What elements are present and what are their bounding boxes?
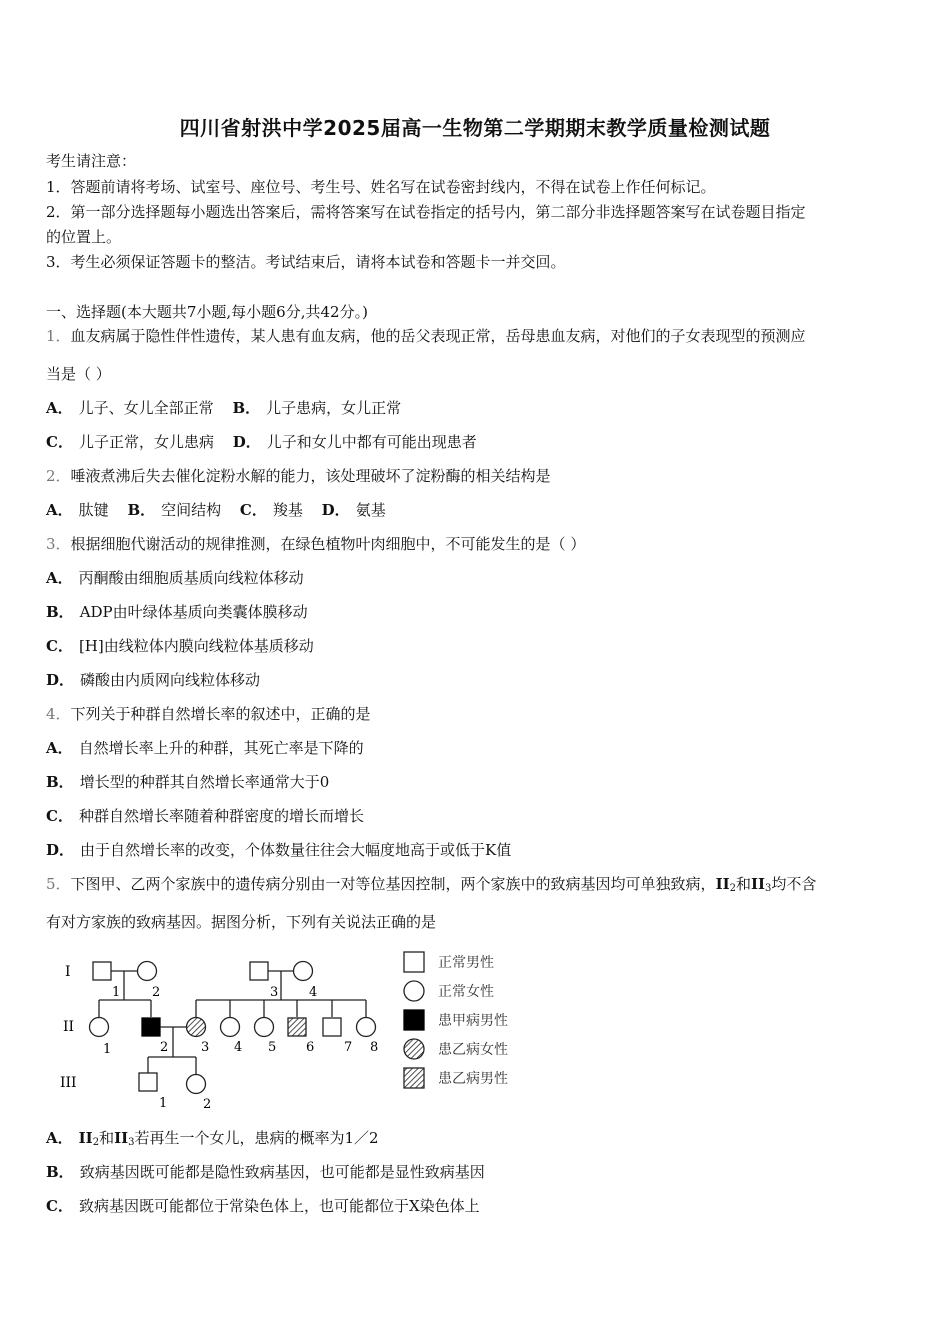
option-text: 增长型的种群其自然增长率通常大于0: [79, 773, 330, 791]
option-letter: B．: [46, 603, 74, 621]
option-letter: A．: [46, 399, 73, 417]
question-number: 5．: [46, 875, 71, 893]
option-letter: D．: [46, 671, 75, 689]
I-1-number: 1: [112, 985, 121, 1000]
II-5-normal-female: [255, 1018, 274, 1037]
pedigree-figure: [55, 950, 545, 1110]
notice-item-1: 1．答题前请将考场、试室号、座位号、考生号、姓名写在试卷密封线内，不得在试卷上作任何标记。: [46, 178, 716, 196]
q5-option-b: [46, 1162, 485, 1182]
legend-disease-B-female-symbol: [404, 1039, 424, 1059]
II-5-number: 5: [268, 1040, 277, 1055]
question-text: 唾液煮沸后失去催化淀粉水解的能力，该处理破坏了淀粉酶的相关结构是: [70, 467, 551, 485]
q4-option-b: [46, 772, 329, 792]
question-4: [46, 704, 371, 724]
legend-normal-female-symbol: [404, 981, 424, 1001]
III-1-normal-male: [139, 1073, 157, 1091]
option-text: 自然增长率上升的种群，其死亡率是下降的: [78, 739, 364, 757]
symbol-II: II: [715, 875, 730, 893]
subscript: 2: [92, 1137, 100, 1148]
II-3-affected-female-disease-B: [187, 1018, 206, 1037]
question-text: 下列关于种群自然增长率的叙述中，正确的是: [70, 705, 371, 723]
notice-item-2: 2．第一部分选择题每小题选出答案后，需将答案写在试卷指定的括号内，第二部分非选择题答案写在试卷题目指定: [46, 203, 806, 221]
option-text: [H]由线粒体内膜向线粒体基质移动: [78, 637, 314, 655]
option-letter: C．: [46, 433, 73, 451]
legend-disease-B-male-symbol: [404, 1068, 424, 1088]
subscript: 3: [765, 883, 772, 894]
option-letter: B．: [46, 773, 74, 791]
I-3-number: 3: [270, 985, 279, 1000]
symbol-II: II: [78, 1129, 93, 1147]
question-text: 血友病属于隐性伴性遗传，某人患有血友病，他的岳父表现正常，岳母患血友病，对他们的子女表现型的预测应: [70, 327, 806, 345]
notice-item-3: 3．考生必须保证答题卡的整洁。考试结束后，请将本试卷和答题卡一并交回。: [46, 253, 566, 271]
II-8-number: 8: [370, 1040, 379, 1055]
q3-option-c: [46, 636, 314, 656]
subscript: 2: [729, 883, 736, 894]
option-letter: D．: [232, 433, 261, 451]
II-7-normal-male: [323, 1018, 341, 1036]
question-text-tail: 均不含: [771, 875, 817, 893]
option-letter: D．: [46, 841, 75, 859]
question-1-cont: 当是（ ）: [46, 365, 111, 383]
II-2-number: 2: [160, 1040, 169, 1055]
connector-text: 和: [99, 1129, 115, 1147]
option-text: 儿子、女儿全部正常: [78, 399, 214, 417]
III-1-number: 1: [159, 1096, 168, 1110]
gen-label-I: I: [65, 964, 71, 980]
option-text: 若再生一个女儿，患病的概率为1／2: [134, 1129, 379, 1147]
II-1-normal-female: [90, 1018, 109, 1037]
III-2-number: 2: [203, 1097, 212, 1110]
question-number: 2．: [46, 467, 71, 485]
question-5-cont: 有对方家族的致病基因。据图分析，下列有关说法正确的是: [46, 913, 437, 931]
II-1-number: 1: [103, 1042, 112, 1057]
q1-options-row-2: [46, 432, 477, 452]
legend-disease-B-male-label: 患乙病男性: [438, 1071, 508, 1087]
gen-label-III: III: [60, 1075, 77, 1091]
page-title: 四川省射洪中学2025届高一生物第二学期期末教学质量检测试题: [179, 116, 771, 140]
option-letter: A．: [46, 569, 73, 587]
option-text: 磷酸由内质网向线粒体移动: [80, 671, 261, 689]
II-2-affected-male-disease-A: [142, 1018, 160, 1036]
I-4-number: 4: [309, 985, 318, 1000]
option-text: 种群自然增长率随着种群密度的增长而增长: [78, 807, 364, 825]
q1-options-row-1: [46, 398, 401, 418]
q3-option-b: [46, 602, 308, 622]
question-number: 3．: [46, 535, 71, 553]
question-5: [46, 874, 816, 899]
legend-disease-A-male-symbol: [404, 1010, 424, 1030]
notice-heading: 考生请注意：: [46, 152, 137, 170]
question-text: 下图甲、乙两个家族中的遗传病分别由一对等位基因控制，两个家族中的致病基因均可单独致病，: [70, 875, 716, 893]
option-text: 空间结构: [161, 501, 222, 519]
II-6-affected-male-disease-B: [288, 1018, 306, 1036]
I-2-normal-female: [138, 962, 157, 981]
symbol-II: II: [114, 1129, 129, 1147]
I-4-normal-female: [294, 962, 313, 981]
legend-disease-A-male-label: 患甲病男性: [438, 1013, 508, 1029]
option-letter: C．: [46, 807, 73, 825]
option-text: ADP由叶绿体基质向类囊体膜移动: [79, 603, 308, 621]
option-text: 氨基: [355, 501, 386, 519]
option-text: 致病基因既可能都是隐性致病基因，也可能都是显性致病基因: [79, 1163, 485, 1181]
question-2: [46, 466, 551, 486]
option-text: 丙酮酸由细胞质基质向线粒体移动: [78, 569, 304, 587]
question-number: 1．: [46, 327, 71, 345]
question-3: [46, 534, 585, 554]
legend-normal-male-label: 正常男性: [438, 955, 494, 971]
II-3-number: 3: [201, 1040, 210, 1055]
option-letter: C．: [239, 501, 267, 519]
option-text: 儿子和女儿中都有可能出现患者: [266, 433, 477, 451]
notice-item-2-cont: 的位置上。: [46, 228, 122, 246]
III-2-normal-female: [187, 1075, 206, 1094]
option-text: 儿子患病，女儿正常: [266, 399, 402, 417]
connector-text: 和: [735, 875, 751, 893]
option-text: 致病基因既可能都位于常染色体上，也可能都位于X染色体上: [78, 1197, 480, 1215]
legend-normal-female-label: 正常女性: [438, 984, 494, 1000]
option-text: 肽键: [78, 501, 109, 519]
option-letter: A．: [46, 501, 73, 519]
q3-option-a: [46, 568, 304, 588]
question-text: 根据细胞代谢活动的规律推测，在绿色植物叶肉细胞中，不可能发生的是（ ）: [70, 535, 586, 553]
option-text: 由于自然增长率的改变，个体数量往往会大幅度地高于或低于K值: [80, 841, 512, 859]
option-letter: A．: [46, 739, 73, 757]
option-text: 儿子正常，女儿患病: [78, 433, 214, 451]
q2-options-row: [46, 500, 386, 520]
subscript: 3: [128, 1137, 135, 1148]
q4-option-a: [46, 738, 364, 758]
option-letter: B．: [127, 501, 156, 519]
legend-normal-male-symbol: [404, 952, 424, 972]
II-7-number: 7: [344, 1040, 353, 1055]
option-text: 羧基: [272, 501, 303, 519]
legend-disease-B-female-label: 患乙病女性: [438, 1042, 508, 1058]
option-letter: D．: [321, 501, 350, 519]
option-letter: B．: [232, 399, 261, 417]
q4-option-d: [46, 840, 511, 860]
q4-option-c: [46, 806, 364, 826]
I-2-number: 2: [152, 985, 161, 1000]
q5-option-c: [46, 1196, 480, 1216]
question-number: 4．: [46, 705, 71, 723]
q5-option-a: [46, 1128, 379, 1153]
option-letter: A．: [46, 1129, 73, 1147]
option-letter: B．: [46, 1163, 74, 1181]
I-3-normal-male: [250, 962, 268, 980]
option-letter: C．: [46, 637, 73, 655]
II-4-normal-female: [221, 1018, 240, 1037]
gen-label-II: II: [63, 1019, 75, 1035]
I-1-normal-male: [93, 962, 111, 980]
II-6-number: 6: [306, 1040, 315, 1055]
II-8-normal-female: [357, 1018, 376, 1037]
II-4-number: 4: [234, 1040, 243, 1055]
q3-option-d: [46, 670, 260, 690]
option-letter: C．: [46, 1197, 73, 1215]
symbol-II: II: [751, 875, 766, 893]
section-heading: 一、选择题(本大题共7小题,每小题6分,共42分。): [46, 303, 368, 321]
question-1: [46, 326, 806, 346]
